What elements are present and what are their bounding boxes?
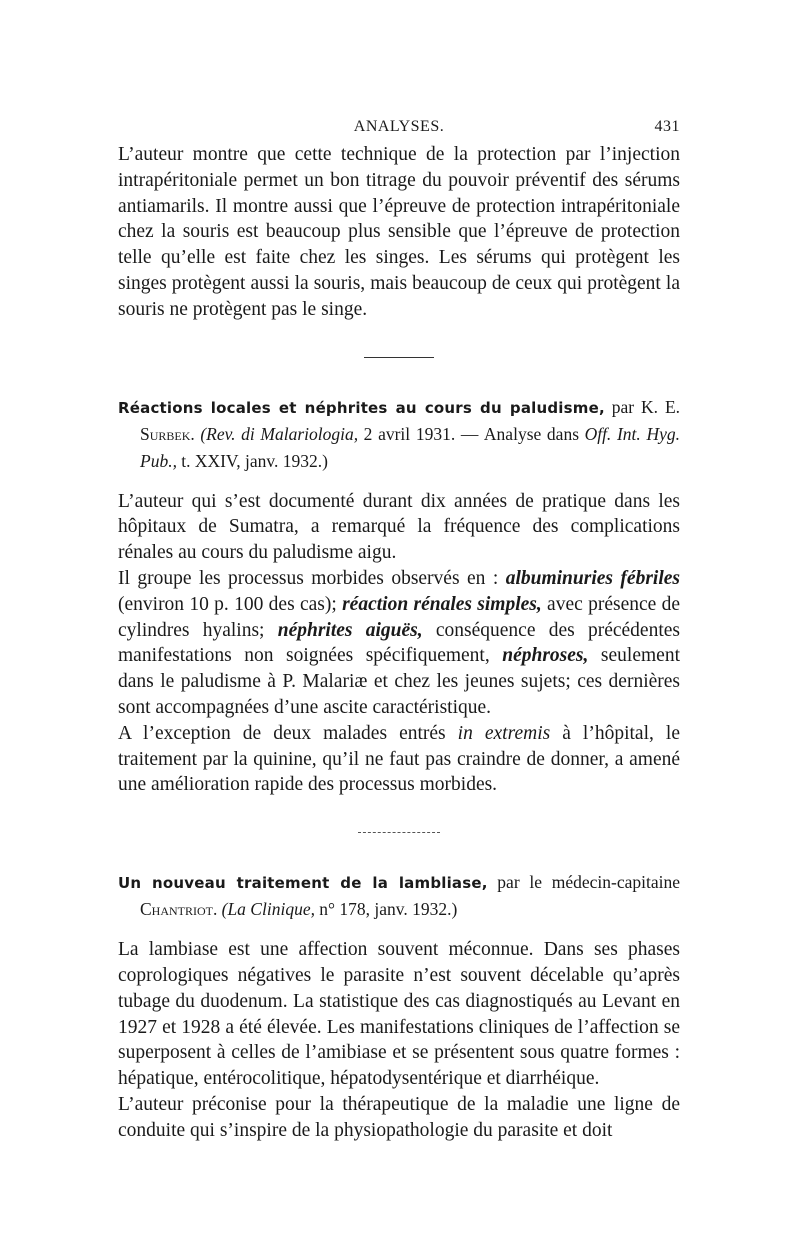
entry-1-p3-b: à l’hôpital, le traitement par la quinine, qu’il ne faut pas craindre de donner, a amené une amélioration rapide des processus morbides. [118, 722, 680, 796]
entry-1-author-initials: K. E. [640, 396, 681, 417]
entry-2-paragraph-1: La lambiase est une affection souvent méconnue. Dans ses phases coprologiques négatives le parasite n’est souvent décelable qu’après tubage du duodenum. La statistique des cas diagnostiqués au Levant en 1927 et 1928 a été élevée. Les manifestations cliniques de l’affection se superposent à celles de l’amibiase et se présentent sous quatre formes : hépatique, entérocolitique, hépatodysentérique et diarrhéique. [118, 939, 680, 1090]
entry-1-p2-term-nephroses: néphroses, [502, 645, 589, 667]
entry-1-title: Réactions locales et néphrites au cours du paludisme, [118, 398, 605, 417]
entry-1-p2-c: avec présence de cylindres hyalins; [118, 593, 680, 641]
entry-2-heading [118, 869, 680, 923]
entry-2-title: Un nouveau traitement de la lambliase, [118, 874, 488, 893]
entry-1-paragraph-2 [118, 566, 680, 721]
entry-1-heading: Réactions locales et néphrites au cours du paludisme, par K. E. Surbek. (Rev. di Malariologia, 2 avril 1931. — Analyse dans Off. Int. Hyg. Pub., t. XXIV, janv. 1932.) [118, 396, 681, 471]
entry-1-p3-in-extremis: in extremis [457, 722, 551, 744]
section-divider-2 [358, 832, 440, 833]
entry-1-paragraph-3 [118, 721, 680, 798]
entry-2-paragraph-2: L’auteur préconise pour la thérapeutique de la maladie une ligne de conduite qui s’inspire de la physiopathologie du parasite et doit [118, 1093, 680, 1141]
entry-1-analyse: Analyse dans [483, 423, 580, 444]
section-divider [364, 357, 434, 358]
entry-1-par: par [611, 396, 635, 417]
entry-2-byline: par le médecin-capitaine [497, 872, 681, 893]
entry-2-author-name: Chantriot. [140, 899, 218, 920]
entry-1-p2-b: (environ 10 p. 100 des cas); [118, 593, 343, 615]
entry-1-p2-a: Il groupe les processus morbides observés en : [118, 567, 506, 589]
entry-1-p2-d: conséquence des précédentes manifestations non soignées spécifiquement, [118, 619, 680, 667]
running-head [118, 112, 680, 142]
entry-1-source: Off. Int. Hyg. Pub., [140, 423, 680, 471]
entry-1-author-name: Surbek [140, 423, 191, 444]
entry-1-date: 2 avril 1931. — [363, 423, 479, 444]
entry-2-number: n° 178, janv. 1932.) [319, 899, 458, 920]
page [118, 112, 680, 1144]
entry-1-volume: t. XXIV, janv. 1932.) [181, 450, 328, 471]
entry-2-journal: (La Clinique, [221, 899, 315, 920]
entry-1-p3-a: A l’exception de deux malades entrés [118, 722, 458, 744]
entry-1-journal: (Rev. di Malariologia, [200, 423, 359, 444]
running-head-title: ANALYSES. [353, 118, 445, 135]
opening-paragraph: L’auteur montre que cette technique de la protection par l’injection intrapéritoniale permet un bon titrage du pouvoir préventif des sérums antiamarils. Il montre aussi que l’épreuve de protection intrapéritoniale chez la souris est beaucoup plus sensible que l’épreuve de protection telle qu’elle est faite chez les singes. Les sérums qui protègent les singes protègent aussi la souris, mais beaucoup de ceux qui protègent la souris ne protègent pas le singe. [118, 144, 680, 320]
entry-1-p2-term-albuminuries: albuminuries fébriles [505, 567, 680, 589]
page-number: 431 [654, 118, 680, 135]
entry-1-p2-e: seulement dans le paludisme à P. Malariæ et chez les jeunes sujets; ces dernières sont accompagnées d’une ascite caractéristique. [118, 645, 680, 718]
entry-1-p2-term-reaction: réaction rénales simples, [342, 593, 542, 615]
entry-1-p2-term-nephrites: néphrites aiguës, [277, 619, 423, 641]
entry-1-paragraph-1: L’auteur qui s’est documenté durant dix années de pratique dans les hôpitaux de Sumatra, a remarqué la fréquence des complications rénales au cours du paludisme aigu. [118, 490, 680, 564]
